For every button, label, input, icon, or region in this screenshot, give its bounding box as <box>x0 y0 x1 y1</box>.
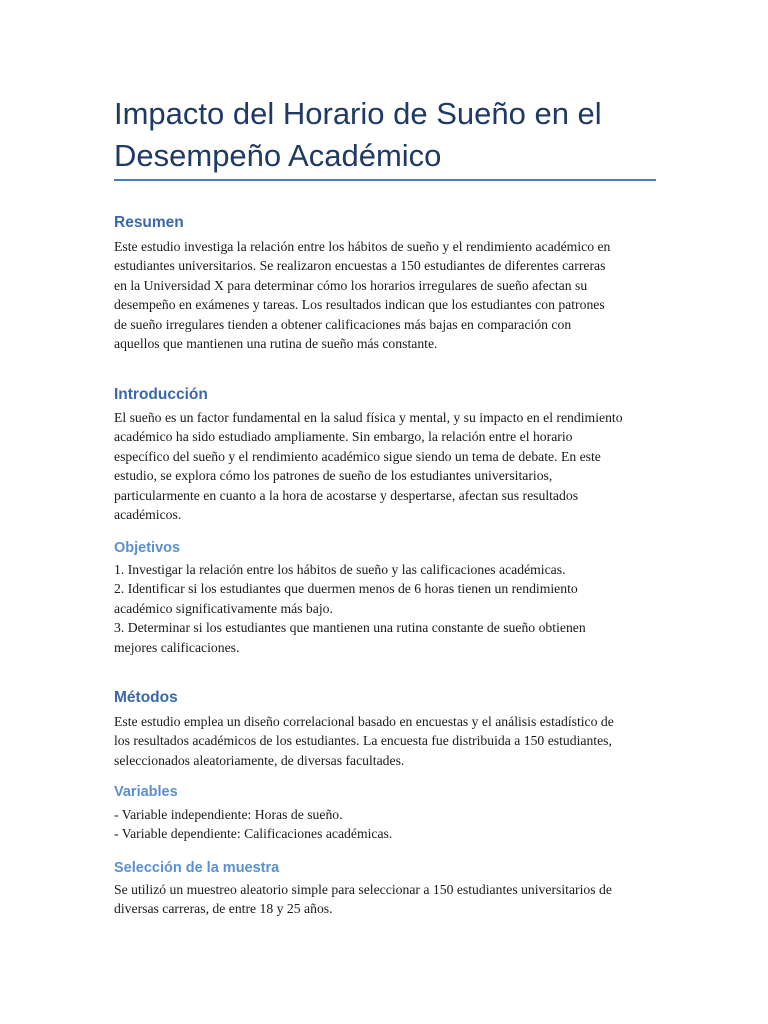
list-item: mejores calificaciones. <box>114 639 240 655</box>
heading-seleccion-muestra: Selección de la muestra <box>114 860 280 876</box>
text-line: Se utilizó un muestreo aleatorio simple para seleccionar a 150 estudiantes universitarios de <box>114 882 612 897</box>
list-item: 2. Identificar si los estudiantes que duermen menos de 6 horas tienen un rendimiento <box>114 581 578 597</box>
text-line: Este estudio emplea un diseño correlacional basado en encuestas y el análisis estadístico de <box>114 714 614 729</box>
text-line: los resultados académicos de los estudiantes. La encuesta fue distribuida a 150 estudiantes, <box>114 733 612 749</box>
heading-introduccion: Introducción <box>114 386 208 403</box>
text-line: específico del sueño y el rendimiento académico sigue siendo un tema de debate. En este <box>114 448 601 464</box>
list-objetivos <box>114 560 656 657</box>
text-line: estudiantes universitarios. Se realizaron encuestas a 150 estudiantes de diferentes carreras <box>114 258 606 274</box>
paragraph-seleccion-muestra <box>114 880 656 919</box>
text-line: aquellos que mantienen una rutina de sueño más constante. <box>114 336 438 352</box>
title-line: Desempeño Académico <box>114 138 442 173</box>
heading-metodos: Métodos <box>114 689 178 706</box>
list-item: 1. Investigar la relación entre los hábitos de sueño y las calificaciones académicas. <box>114 562 566 577</box>
text-line: particularmente en cuanto a la hora de acostarse y despertarse, afectan sus resultados <box>114 487 579 503</box>
heading-resumen: Resumen <box>114 214 184 231</box>
text-line: diversas carreras, de entre 18 y 25 años. <box>114 901 333 917</box>
paragraph-metodos <box>114 712 656 770</box>
paragraph-resumen <box>114 237 656 353</box>
text-line: académico ha sido estudiado ampliamente. Sin embargo, la relación entre el horario <box>114 429 573 445</box>
text-line: en la Universidad X para determinar cómo los horarios irregulares de sueño afectan su <box>114 277 588 293</box>
heading-objetivos: Objetivos <box>114 540 181 556</box>
list-item: - Variable dependiente: Calificaciones académicas. <box>114 826 393 842</box>
document-title <box>114 93 656 177</box>
text-line: estudio, se explora cómo los patrones de sueño de los estudiantes universitarios, <box>114 468 553 484</box>
text-line: académicos. <box>114 507 182 523</box>
list-variables <box>114 805 656 844</box>
text-line: de sueño irregulares tienden a obtener calificaciones más bajas en comparación con <box>114 316 572 332</box>
list-item: académico significativamente más bajo. <box>114 600 333 616</box>
text-line: Este estudio investiga la relación entre los hábitos de sueño y el rendimiento académico en <box>114 239 611 254</box>
title-divider <box>114 179 656 181</box>
text-line: El sueño es un factor fundamental en la salud física y mental, y su impacto en el rendimiento <box>114 410 623 425</box>
heading-variables: Variables <box>114 784 178 800</box>
text-line: desempeño en exámenes y tareas. Los resultados indican que los estudiantes con patrones <box>114 297 605 313</box>
title-line: Impacto del Horario de Sueño en el <box>114 96 602 131</box>
list-item: - Variable independiente: Horas de sueño. <box>114 807 343 822</box>
text-line: seleccionados aleatoriamente, de diversas facultades. <box>114 752 405 768</box>
list-item: 3. Determinar si los estudiantes que mantienen una rutina constante de sueño obtienen <box>114 620 586 636</box>
paragraph-introduccion <box>114 408 656 524</box>
